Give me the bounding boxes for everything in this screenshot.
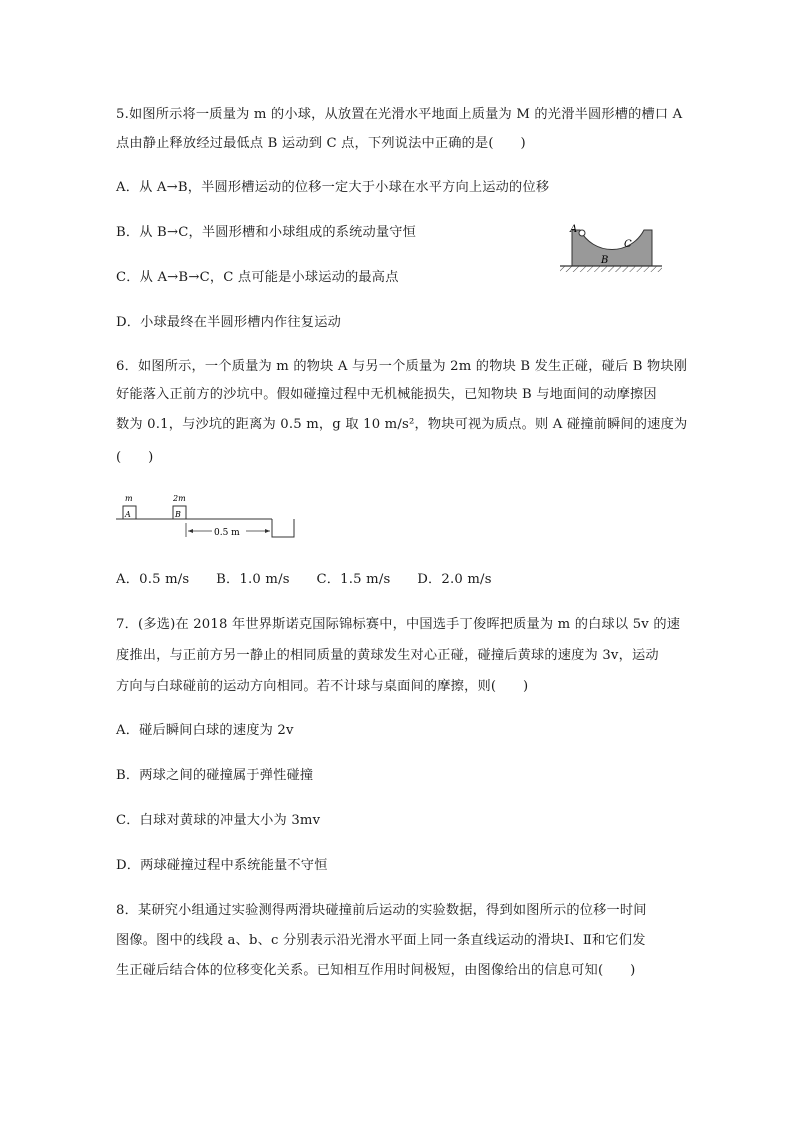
q5-semicircle-trough-figure [556,218,666,276]
q6-stem-line-3: 数为 0.1，与沙坑的距离为 0.5 m，g 取 10 m/s²，物块可视为质点。则 A 碰撞前瞬间的速度为 [116,417,688,432]
label-a: A [570,224,578,235]
block-label-b: B [175,510,181,519]
q7-option-a: A．碰后瞬间白球的速度为 2v [116,723,294,738]
distance-label: 0.5 m [214,528,240,538]
sand-pit [272,519,294,537]
q7-option-d: D．两球碰撞过程中系统能量不守恒 [116,858,328,873]
q5-option-b: B．从 B→C，半圆形槽和小球组成的系统动量守恒 [116,225,417,240]
q6-stem-line-2: 好能落入正前方的沙坑中。假如碰撞过程中无机械能损失，已知物块 B 与地面间的动摩擦因 [116,387,657,402]
ground-hatch [560,266,662,272]
q5-option-c: C．从 A→B→C，C 点可能是小球运动的最高点 [116,270,399,285]
mass-label-b: 2m [173,494,186,503]
q7-stem-line-2: 度推出，与正前方另一静止的相同质量的黄球发生对心正碰，碰撞后黄球的速度为 3v，运动 [116,648,659,663]
q6-blocks-sandpit-figure [112,490,307,542]
label-c: C [624,239,632,250]
q8-stem-line-2: 图像。图中的线段 a、b、c 分别表示沿光滑水平面上同一条直线运动的滑块Ⅰ、Ⅱ和它们发 [116,933,646,948]
q8-stem-line-3: 生正碰后结合体的位移变化关系。已知相互作用时间极短，由图像给出的信息可知( ) [116,963,636,978]
q7-option-c: C．白球对黄球的冲量大小为 3mv [116,813,321,828]
q7-option-b: B．两球之间的碰撞属于弹性碰撞 [116,768,314,783]
block-label-a: A [125,510,131,519]
ball-icon [579,230,585,236]
label-b: B [601,255,609,266]
q5-option-d: D．小球最终在半圆形槽内作往复运动 [116,315,341,330]
q6-options: A．0.5 m/s B．1.0 m/s C．1.5 m/s D．2.0 m/s [116,572,492,587]
q6-stem-line-4: ( ) [116,450,154,465]
q7-stem-line-3: 方向与白球碰前的运动方向相同。若不计球与桌面间的摩擦，则( ) [116,679,529,694]
q8-stem-line-1: 8．某研究小组通过实验测得两滑块碰撞前后运动的实验数据，得到如图所示的位移一时间 [116,903,647,918]
q5-option-a: A．从 A→B，半圆形槽运动的位移一定大于小球在水平方向上运动的位移 [116,180,550,195]
arrow-left-icon [188,529,193,533]
q5-stem-line-2: 点由静止释放经过最低点 B 运动到 C 点，下列说法中正确的是( ) [116,136,526,151]
arrow-right-icon [265,529,270,533]
q5-stem-line-1: 5.如图所示将一质量为 m 的小球，从放置在光滑水平地面上质量为 M 的光滑半圆形槽的槽口 A [116,107,683,122]
q7-stem-line-1: 7．(多选)在 2018 年世界斯诺克国际锦标赛中，中国选手丁俊晖把质量为 m 的白球以 5v 的速 [116,617,681,632]
mass-label-a: m [125,494,133,503]
q6-stem-line-1: 6．如图所示，一个质量为 m 的物块 A 与另一个质量为 2m 的物块 B 发生正碰，碰后 B 物块刚 [116,359,688,374]
